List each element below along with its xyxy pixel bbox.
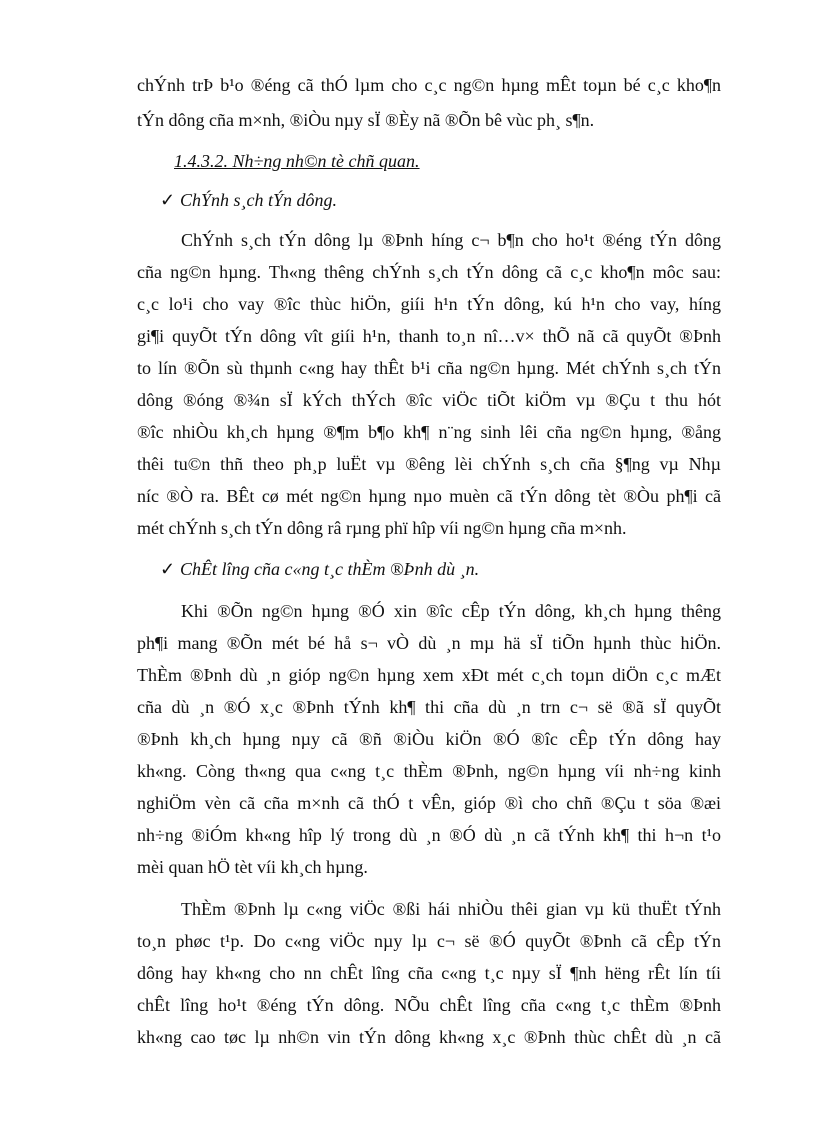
text-line: níc ®Ò ra. BÊt cø mét ng©n hµng nµo muèn cã tÝn dông tèt ®Òu ph¶i cã xyxy=(137,486,721,506)
text-line: nh÷ng ®iÓm kh«ng hîp lý trong dù ¸n ®Ó dù ¸n cã tÝnh kh¶ thi h¬n t¹o xyxy=(137,825,721,845)
text-line: ®Þnh kh¸ch hµng nµy cã ®ñ ®iÒu kiÖn ®Ó ®îc cÊp tÝn dông hay xyxy=(137,729,721,749)
text-line: mét chÝnh s¸ch tÝn dông râ rµng phï hîp víi ng©n hµng cña m×nh. xyxy=(137,518,627,538)
text-line: ph¶i mang ®Õn mét bé hå s¬ vÒ dù ¸n mµ hä sÏ tiÕn hµnh thùc hiÖn. xyxy=(137,633,721,653)
text-line: cña dù ¸n ®Ó x¸c ®Þnh tÝnh kh¶ thi cña dù ¸n trn c¬ së ®ã sÏ quyÕt xyxy=(137,697,721,717)
text-line: dông hay kh«ng cho nn chÊt lîng cña c«ng t¸c nµy sÏ ¶nh hëng rÊt lín tíi xyxy=(137,963,721,983)
text-line: mèi quan hÖ tèt víi kh¸ch hµng. xyxy=(137,857,368,877)
text-line: Khi ®Õn ng©n hµng ®Ó xin ®îc cÊp tÝn dông, kh¸ch hµng thêng xyxy=(181,601,721,621)
text-line: c¸c lo¹i cho vay ®îc thùc hiÖn, giíi h¹n tÝn dông, kú h¹n cho vay, híng xyxy=(137,294,721,314)
text-line: chÊt lîng ho¹t ®éng tÝn dông. NÕu chÊt lîng cña c«ng t¸c thÈm ®Þnh xyxy=(137,995,721,1015)
text-line: kh«ng cao tøc lµ nh©n vin tÝn dông kh«ng x¸c ®Þnh thùc chÊt dù ¸n cã xyxy=(137,1027,721,1047)
text-line: kh«ng. Còng th«ng qua c«ng t¸c thÈm ®Þnh, ng©n hµng víi nh÷ng kinh xyxy=(137,761,721,781)
text-line: thêi tu©n thñ theo ph¸p luËt vµ ®êng lèi chÝnh s¸ch cña §¶ng vµ Nhµ xyxy=(137,454,721,474)
text-line: gi¶i quyÕt tÝn dông vît giíi h¹n, thanh to¸n nî…v× thÕ nã cã quyÕt ®Þnh xyxy=(137,326,721,346)
bullet-item xyxy=(160,558,479,580)
text-line: tÝn dông cña m×nh, ®iÒu nµy sÏ ®Èy nã ®Õn bê vùc ph¸ s¶n. xyxy=(137,110,595,130)
text-line: chÝnh trÞ b¹o ®éng cã thÓ lµm cho c¸c ng©n hµng mÊt toµn bé c¸c kho¶n xyxy=(137,75,721,95)
section-heading: 1.4.3.2. Nh÷ng nh©n tè chñ quan. xyxy=(174,151,420,171)
text-line: to lín ®Õn sù thµnh c«ng hay thÊt b¹i cña ng©n hµng. Mét chÝnh s¸ch tÝn xyxy=(137,358,721,378)
text-line: ®îc nhiÒu kh¸ch hµng ®¶m b¶o kh¶ n¨ng sinh lêi cña ng©n hµng, ®ång xyxy=(137,422,721,442)
text-line: to¸n phøc t¹p. Do c«ng viÖc nµy lµ c¬ së ®Ó quyÕt ®Þnh cã cÊp tÝn xyxy=(137,931,721,951)
bullet-item xyxy=(160,189,337,211)
checkmark-icon: ✓ xyxy=(160,190,176,210)
text-line: ThÈm ®Þnh dù ¸n gióp ng©n hµng xem xÐt mét c¸ch toµn diÖn c¸c mÆt xyxy=(137,665,721,685)
text-line: nghiÖm vèn cã cña m×nh cã thÓ t vÊn, gióp ®ì cho chñ ®Çu t söa ®æi xyxy=(137,793,721,813)
text-line: ChÝnh s¸ch tÝn dông lµ ®Þnh híng c¬ b¶n cho ho¹t ®éng tÝn dông xyxy=(181,230,721,250)
bullet-label: ChÊt lîng cña c«ng t¸c thÈm ®Þnh dù ¸n. xyxy=(180,559,480,579)
checkmark-icon: ✓ xyxy=(160,559,176,579)
text-line: ThÈm ®Þnh lµ c«ng viÖc ®ßi hái nhiÒu thêi gian vµ kü thuËt tÝnh xyxy=(181,899,721,919)
bullet-label: ChÝnh s¸ch tÝn dông. xyxy=(180,190,338,210)
text-line: dông ®óng ®¾n sÏ kÝch thÝch ®îc viÖc tiÕt kiÖm vµ ®Çu t thu hót xyxy=(137,390,721,410)
text-line: cña ng©n hµng. Th«ng thêng chÝnh s¸ch tÝn dông cã c¸c kho¶n môc sau: xyxy=(137,262,721,282)
